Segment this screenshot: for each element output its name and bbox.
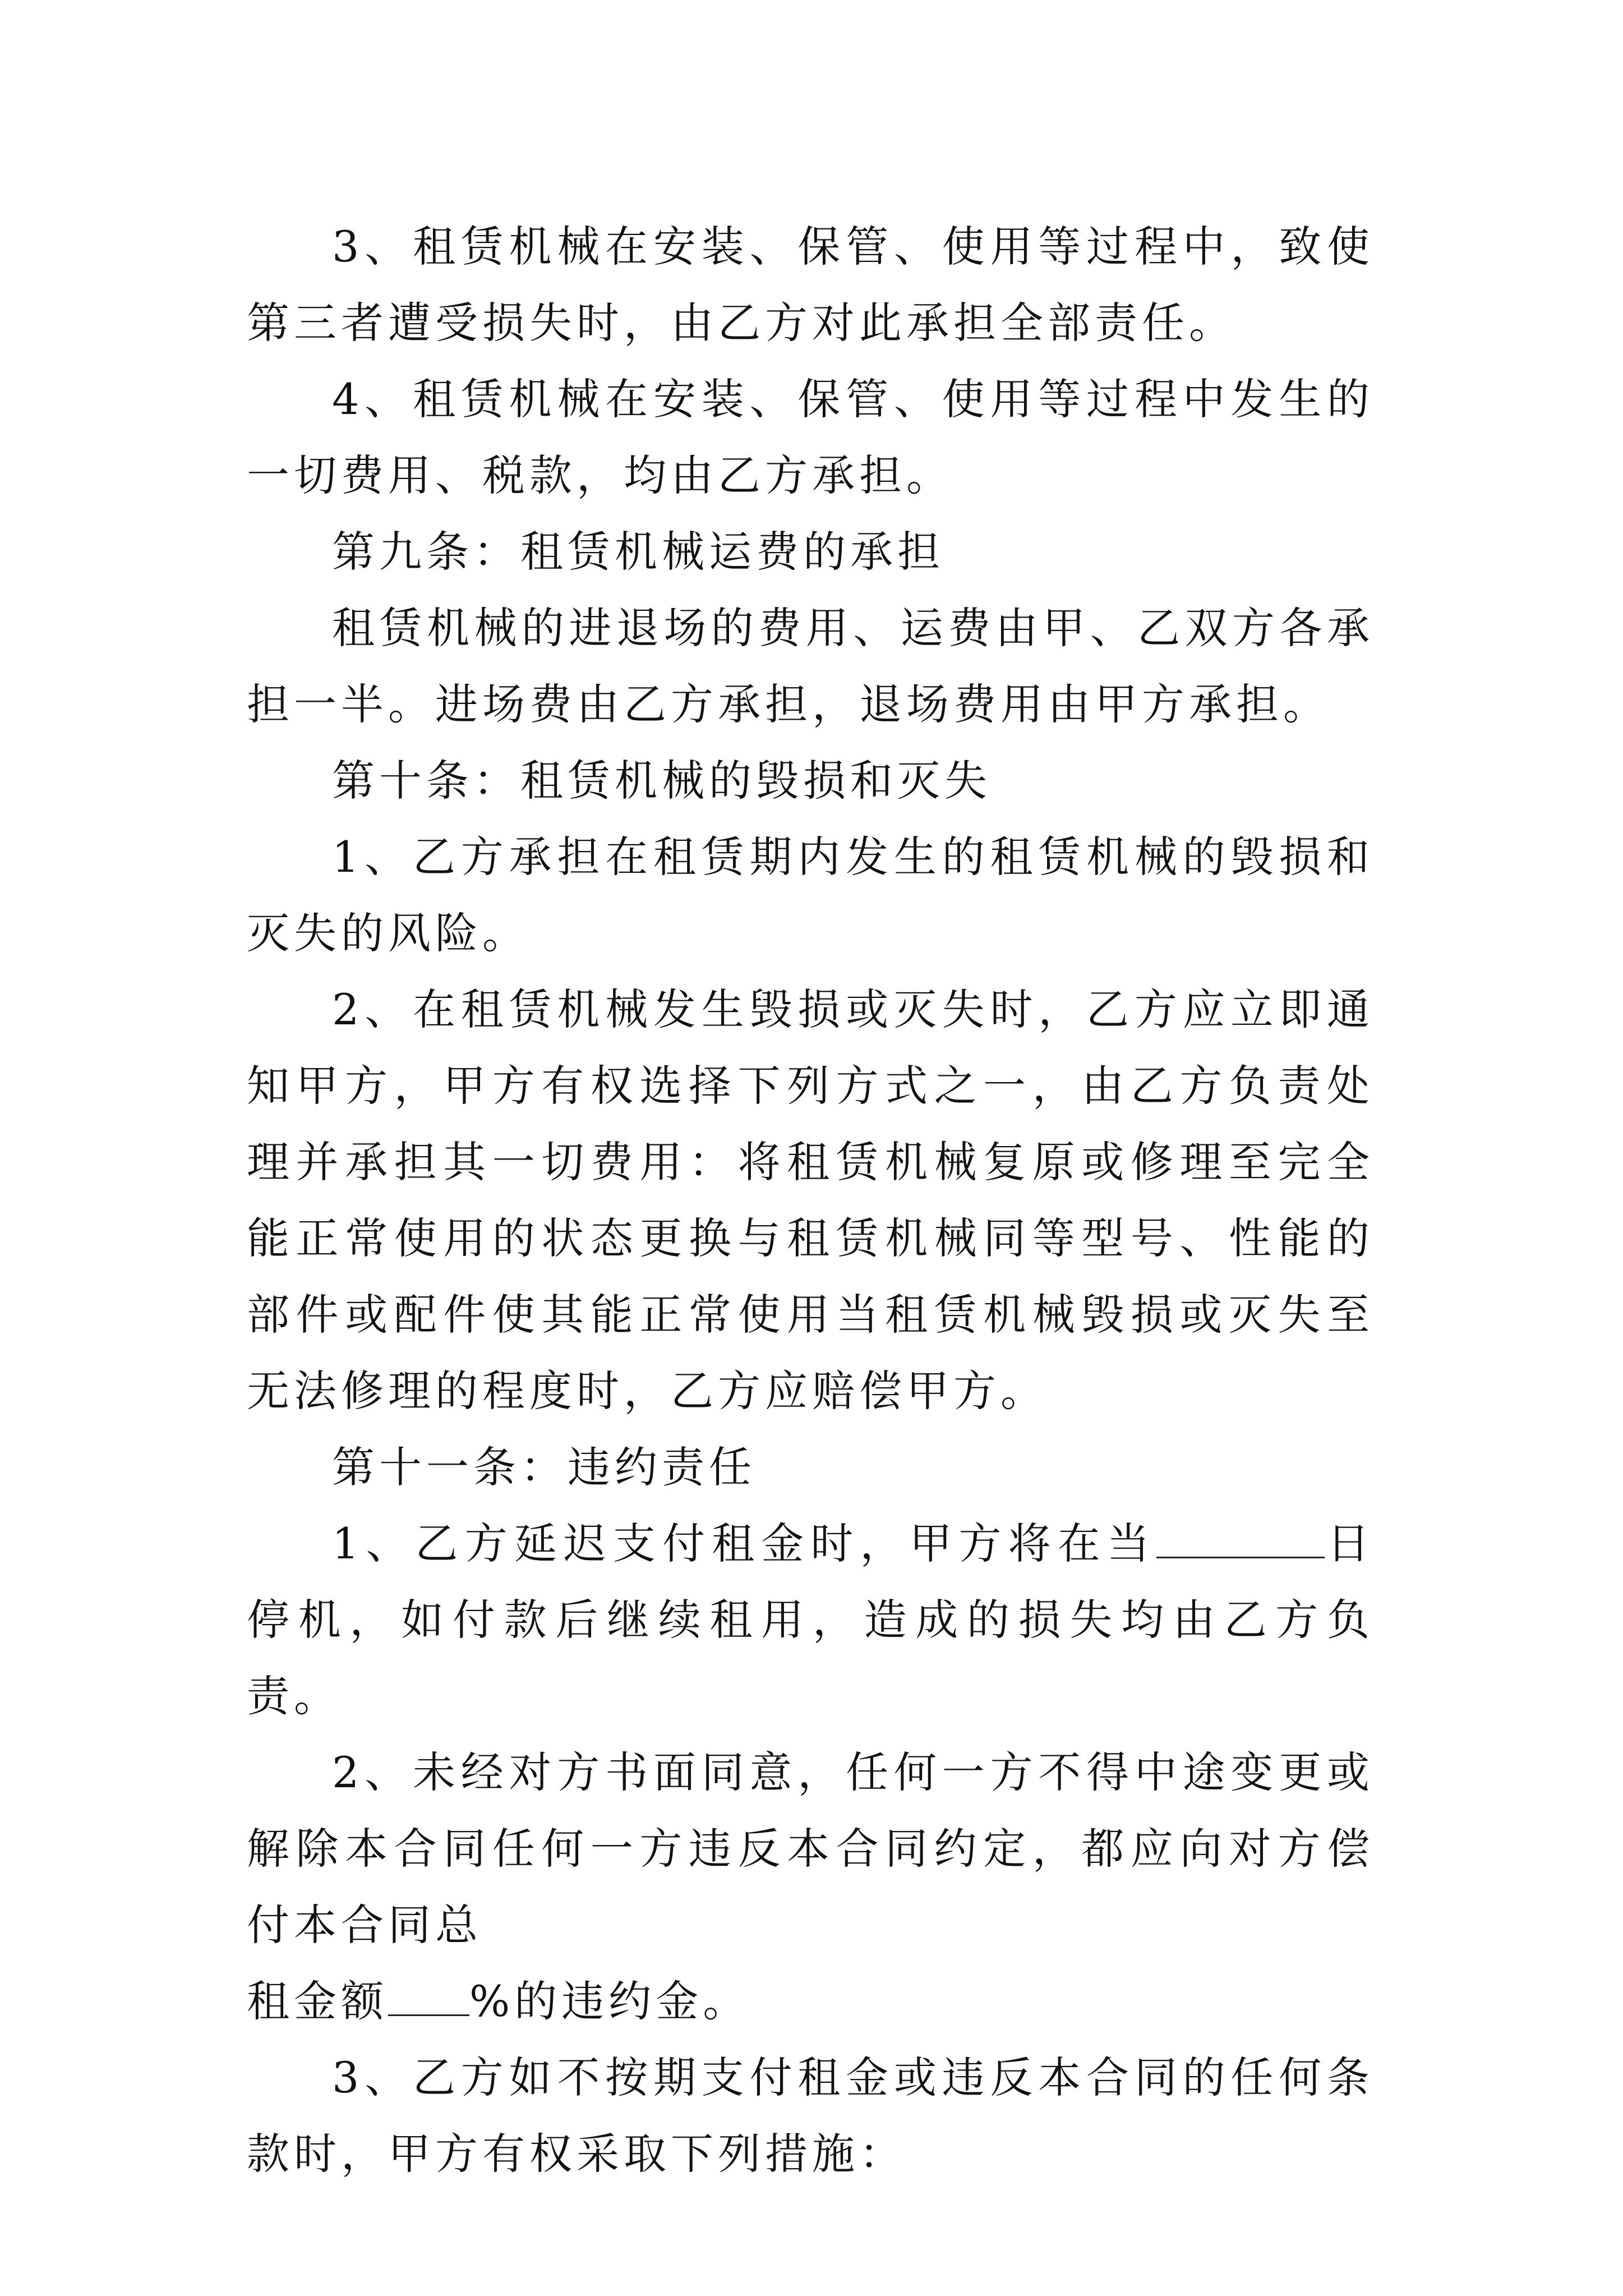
article-11-heading: 第十一条：违约责任 [332,1442,756,1492]
contract-text [247,209,1374,2192]
paragraph-transport-fees: 租赁机械的进退场的费用、运费由甲、乙双方各承担一半。进场费由乙方承担，退场费用由甲方承担。 [247,603,1374,729]
blank-penalty-percent [388,1980,469,2016]
penalty-rate-text-end: %的违约金。 [469,1976,750,2026]
paragraph-costs-taxes: 4、租赁机械在安装、保管、使用等过程中发生的一切费用、税款，均由乙方承担。 [247,374,1374,500]
article-9-heading: 第九条：租赁机械运费的承担 [332,527,944,577]
paragraph-damage-handling: 2、在租赁机械发生毁损或灭失时，乙方应立即通知甲方，甲方有权选择下列方式之一，由乙方负责处理并承担其一切费用：将租赁机械复原或修理至完全能正常使用的状态更换与租赁机械同等型号、性能的部件或配件使其能正常使用当租赁机械毁损或灭失至无法修理的程度时，乙方应赔偿甲方。 [247,984,1374,1416]
article-10-heading: 第十条：租赁机械的毁损和灭失 [332,756,992,806]
penalty-rate-text-start: 租金额 [247,1976,388,2026]
blank-stop-day [1156,1522,1325,1558]
paragraph-penalty-rate [247,1963,1374,2040]
paragraph-remedies: 3、乙方如不按期支付租金或违反本合同的任何条款时，甲方有权采取下列措施： [247,2053,1374,2179]
late-payment-text-start: 1、乙方延迟支付租金时，甲方将在当 [332,1519,1156,1568]
paragraph-damage-risk: 1、乙方承担在租赁期内发生的租赁机械的毁损和灭失的风险。 [247,832,1374,958]
paragraph-third-party-liability: 3、租赁机械在安装、保管、使用等过程中，致使第三者遭受损失时，由乙方对此承担全部责任。 [247,222,1374,348]
late-payment-text-end: 日停机，如付款后继续租用，造成的损失均由乙方负责。 [247,1519,1374,1721]
paragraph-late-payment [247,1506,1374,1734]
paragraph-breach-penalty: 2、未经对方书面同意，任何一方不得中途变更或解除本合同任何一方违反本合同约定，都应向对方偿付本合同总 [247,1747,1374,1950]
